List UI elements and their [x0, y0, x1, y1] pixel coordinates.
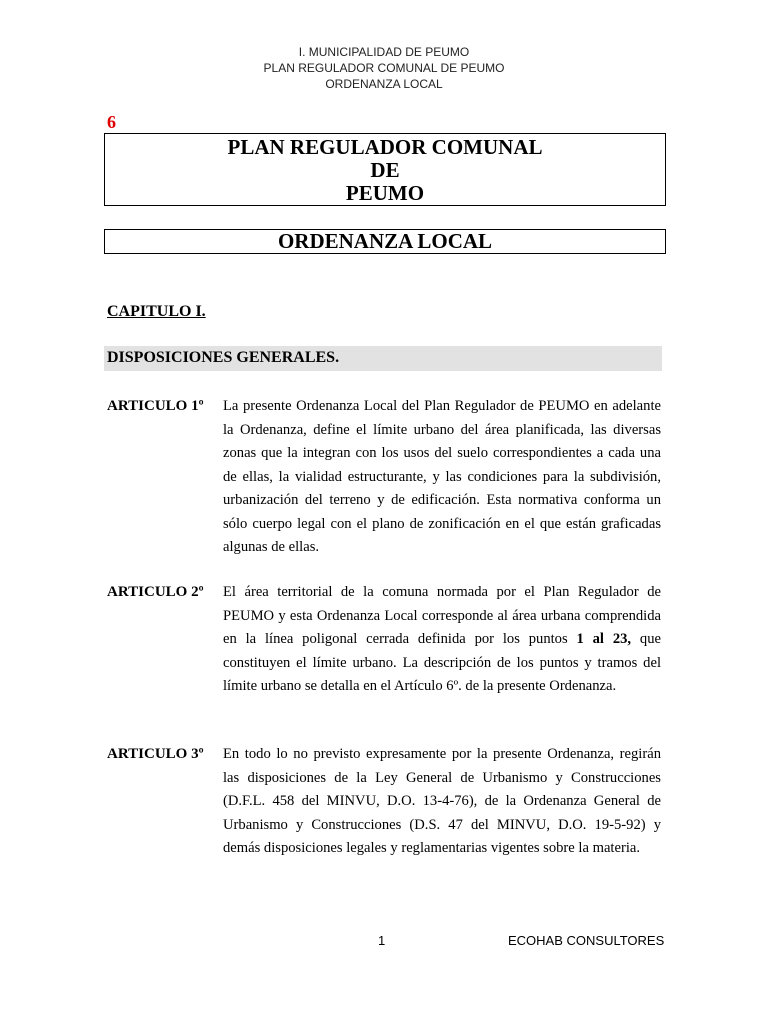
- section-number: 6: [107, 112, 116, 132]
- subtitle: ORDENANZA LOCAL: [277, 229, 493, 253]
- article-1-text: La presente Ordenanza Local del Plan Regulador de PEUMO en adelante la Ordenanza, define el límite urbano del área planificada, las diversas zonas que la integran con los usos del suelo correspondientes a cada una de ellas, la vialidad estructurante, y las condiciones para la subdivisión, urbanización del terreno y de edificación. Esta normativa conforma un sólo cuerpo legal con el plano de zonificación en el que están graficadas algunas de ellas.: [223, 398, 661, 555]
- subtitle-box: [104, 229, 666, 254]
- section-heading-bar: [104, 346, 662, 371]
- title-box: [104, 133, 666, 206]
- footer-company: ECOHAB CONSULTORES: [508, 933, 665, 948]
- article-2-text: [223, 581, 661, 699]
- article-2-text-end: que constituyen el límite urbano. La descripción de los puntos y tramos del límite urbano se detalla en el Artículo 6º. de la presente Ordenanza.: [223, 631, 661, 694]
- title-line-1: PLAN REGULADOR COMUNAL: [227, 135, 543, 159]
- article-2-label: ARTICULO 2º: [107, 584, 204, 600]
- chapter-title: CAPITULO I.: [107, 303, 206, 320]
- article-2-points: 1 al 23,: [576, 631, 632, 647]
- header-ordinance: ORDENANZA LOCAL: [325, 77, 443, 91]
- title-line-3: PEUMO: [345, 181, 425, 205]
- article-1-label: ARTICULO 1º: [107, 398, 204, 414]
- title-line-2: DE: [370, 158, 400, 182]
- header-plan: PLAN REGULADOR COMUNAL DE PEUMO: [263, 61, 505, 75]
- chapter-heading: [107, 303, 206, 321]
- article-2-text-start: El área territorial de la comuna normada por el Plan Regulador de PEUMO y esta Ordenanza Local corresponde al área urbana comprendida en la línea poligonal cerrada definida por los puntos: [223, 584, 661, 647]
- article-3-label: ARTICULO 3º: [107, 746, 204, 762]
- article-3-text: En todo lo no previsto expresamente por la presente Ordenanza, regirán las disposiciones de la Ley General de Urbanismo y Construcciones (D.F.L. 458 del MINVU, D.O. 13-4-76), de la Ordenanza General de Urbanismo y Construcciones (D.S. 47 del MINVU, D.O. 19-5-92) y demás disposiciones legales y reglamentarias vigentes sobre la materia.: [223, 746, 661, 856]
- section-heading: DISPOSICIONES GENERALES.: [107, 349, 340, 366]
- footer-page-number: 1: [378, 933, 386, 948]
- header-municipality: I. MUNICIPALIDAD DE PEUMO: [298, 45, 470, 59]
